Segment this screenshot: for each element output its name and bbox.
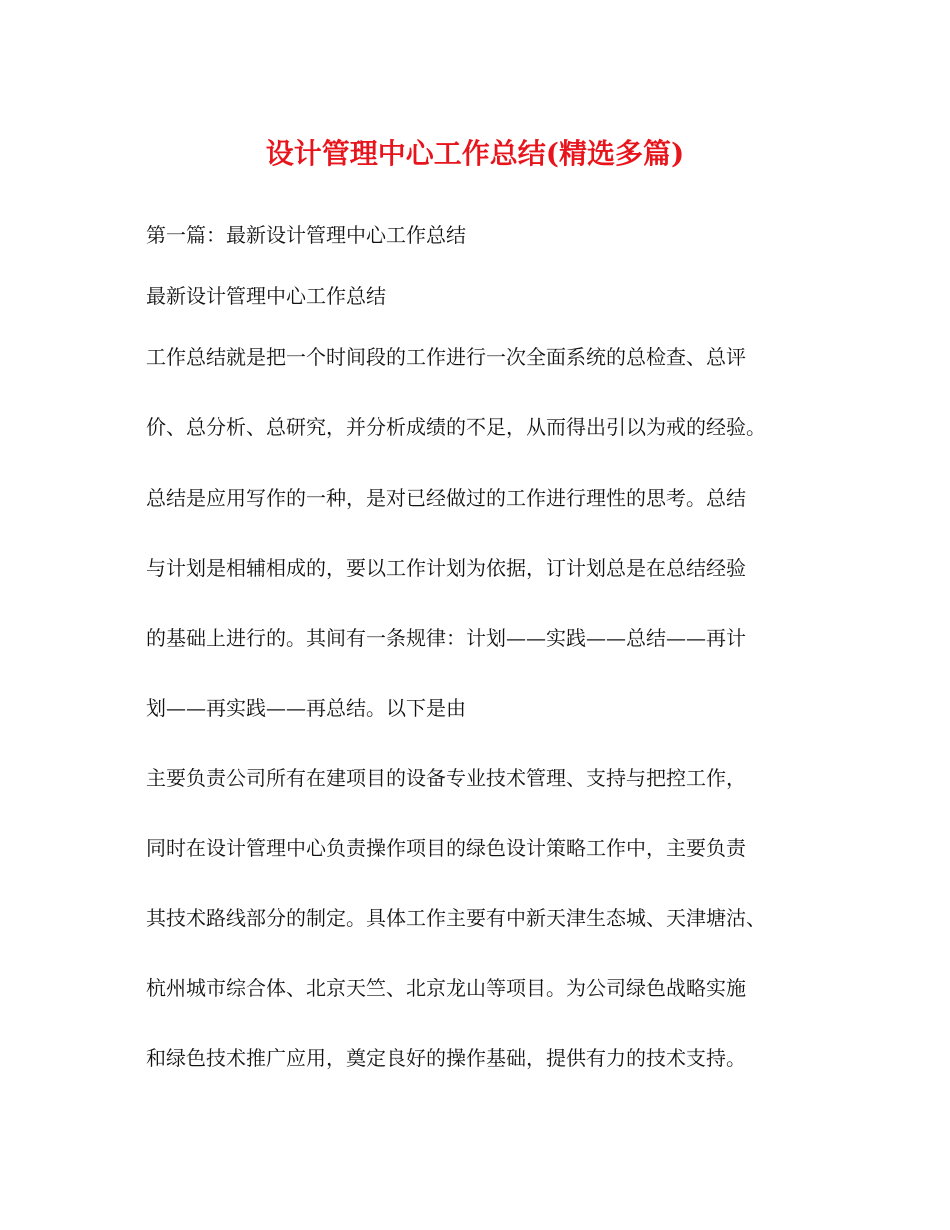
- paragraph-line: 的基础上进行的。其间有一条规律：计划——实践——总结——再计: [146, 626, 746, 650]
- paragraph-line: 价、总分析、总研究，并分析成绩的不足，从而得出引以为戒的经验。: [146, 415, 766, 439]
- subheading: 最新设计管理中心工作总结: [146, 284, 386, 308]
- paragraph-line: 与计划是相辅相成的，要以工作计划为依据，订计划总是在总结经验: [146, 556, 746, 580]
- paragraph-line: 工作总结就是把一个时间段的工作进行一次全面系统的总检查、总评: [146, 345, 746, 369]
- paragraph-line: 总结是应用写作的一种，是对已经做过的工作进行理性的思考。总结: [146, 486, 746, 510]
- section-heading: 第一篇：最新设计管理中心工作总结: [146, 223, 466, 247]
- paragraph-line: 同时在设计管理中心负责操作项目的绿色设计策略工作中，主要负责: [146, 836, 746, 860]
- document-title: 设计管理中心工作总结(精选多篇): [265, 137, 685, 170]
- paragraph-line: 杭州城市综合体、北京天竺、北京龙山等项目。为公司绿色战略实施: [146, 976, 746, 1000]
- paragraph-line: 主要负责公司所有在建项目的设备专业技术管理、支持与把控工作，: [146, 766, 746, 790]
- paragraph-line: 划——再实践——再总结。以下是由: [146, 696, 466, 720]
- paragraph-line: 其技术路线部分的制定。具体工作主要有中新天津生态城、天津塘沽、: [146, 906, 766, 930]
- paragraph-line: 和绿色技术推广应用，奠定良好的操作基础，提供有力的技术支持。: [146, 1046, 746, 1070]
